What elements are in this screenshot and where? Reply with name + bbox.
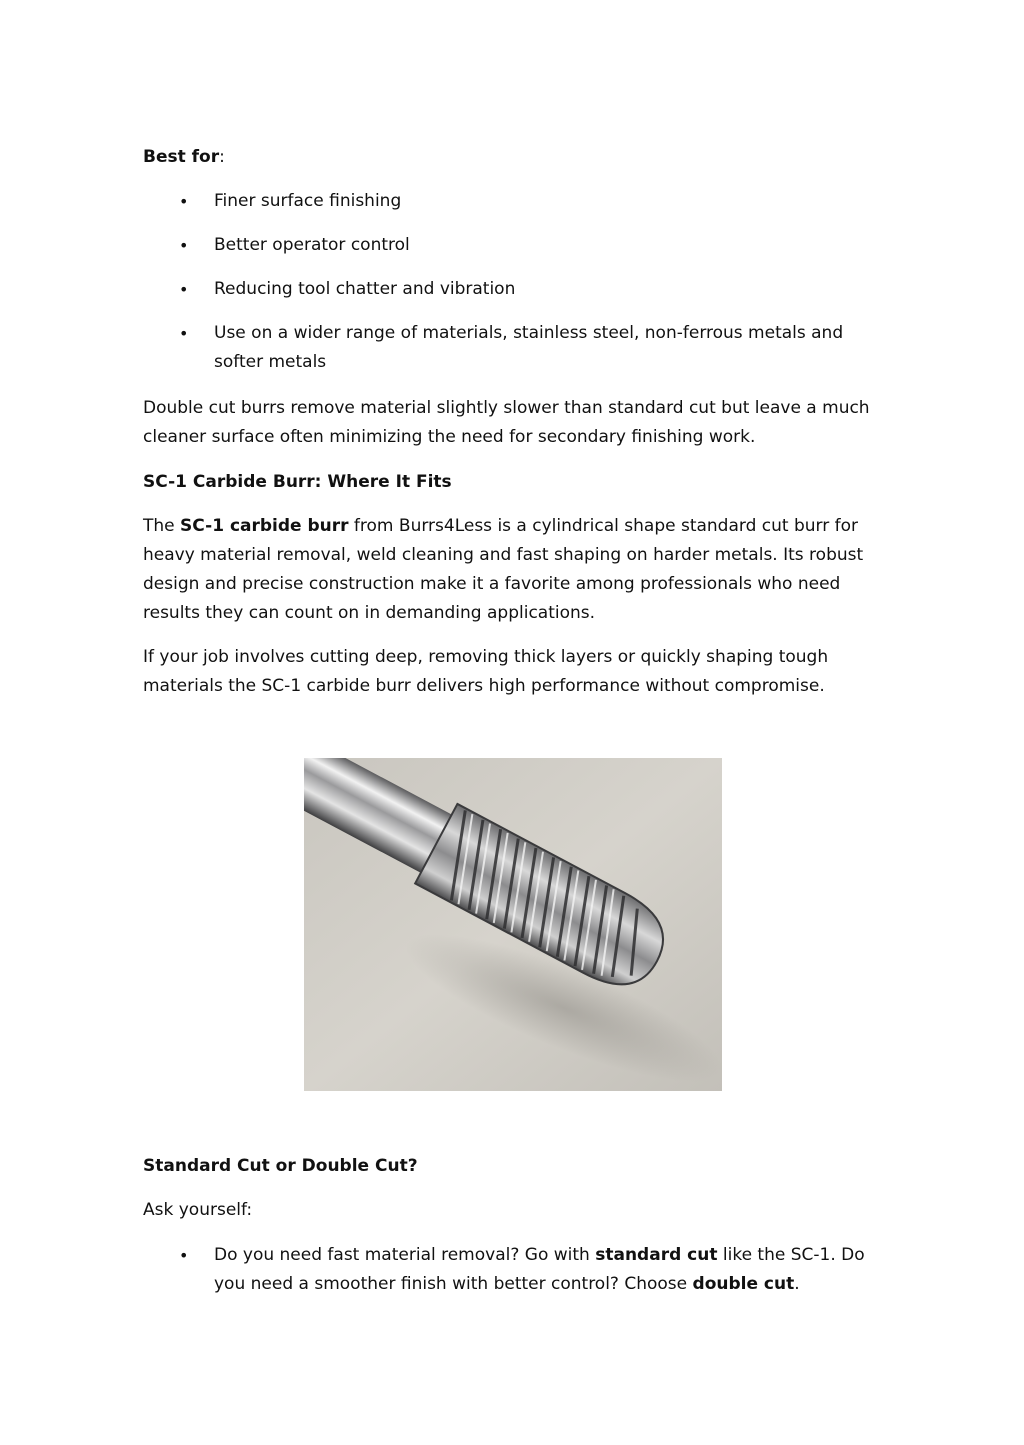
best-for-heading: Best for (143, 147, 220, 167)
choice-list (143, 1241, 883, 1299)
list-item-text: Reducing tool chatter and vibration (214, 279, 516, 299)
section-heading-choice-text: Standard Cut or Double Cut? (143, 1156, 418, 1176)
list-item-text: Better operator control (214, 235, 410, 255)
best-for-label (143, 143, 883, 172)
choice-text-3: . (794, 1274, 800, 1294)
section-heading-choice (143, 1152, 883, 1181)
sc1-para-prefix: The (143, 516, 181, 536)
bullet-icon: • (179, 1246, 189, 1265)
sc1-para-bold: SC-1 carbide burr (180, 516, 349, 536)
carbide-burr-image (304, 758, 722, 1091)
bullet-icon: • (179, 280, 189, 299)
bullet-icon: • (179, 324, 189, 343)
choice-bold-double: double cut (692, 1274, 795, 1294)
list-item (143, 319, 883, 377)
carbide-burr-illustration (304, 758, 722, 1091)
list-item (143, 187, 883, 216)
list-item-text: Finer surface finishing (214, 191, 402, 211)
best-for-list (143, 187, 883, 377)
list-item (143, 275, 883, 304)
sc1-para-suffix: from Burrs4Less is a cylindrical shape standard cut burr for heavy material removal, weld cleaning and fast shaping on harder metals. Its robust design and precise construction make it a favorite among professionals who need results they can count on in demanding applications. (143, 516, 864, 623)
sc1-paragraph (143, 512, 883, 628)
double-cut-paragraph: Double cut burrs remove material slightly slower than standard cut but leave a much cleaner surface often minimizing the need for secondary finishing work. (143, 398, 870, 447)
choice-text-1: Do you need fast material removal? Go with (214, 1245, 596, 1265)
choice-bold-standard: standard cut (595, 1245, 718, 1265)
bullet-icon: • (179, 192, 189, 211)
choice-text-2: like the SC-1. Do you need a smoother finish with better control? Choose (214, 1245, 865, 1294)
best-for-colon: : (219, 147, 225, 167)
ask-yourself-text: Ask yourself: (143, 1200, 253, 1220)
bullet-icon: • (179, 236, 189, 255)
section-heading-sc1 (143, 468, 883, 497)
sc1-performance-paragraph: If your job involves cutting deep, removing thick layers or quickly shaping tough materials the SC-1 carbide burr delivers high performance without compromise. (143, 647, 829, 696)
list-item (143, 231, 883, 260)
list-item (143, 1241, 883, 1299)
list-item-text: Use on a wider range of materials, stainless steel, non-ferrous metals and softer metals (214, 323, 844, 372)
section-heading-sc1-text: SC-1 Carbide Burr: Where It Fits (143, 472, 452, 492)
